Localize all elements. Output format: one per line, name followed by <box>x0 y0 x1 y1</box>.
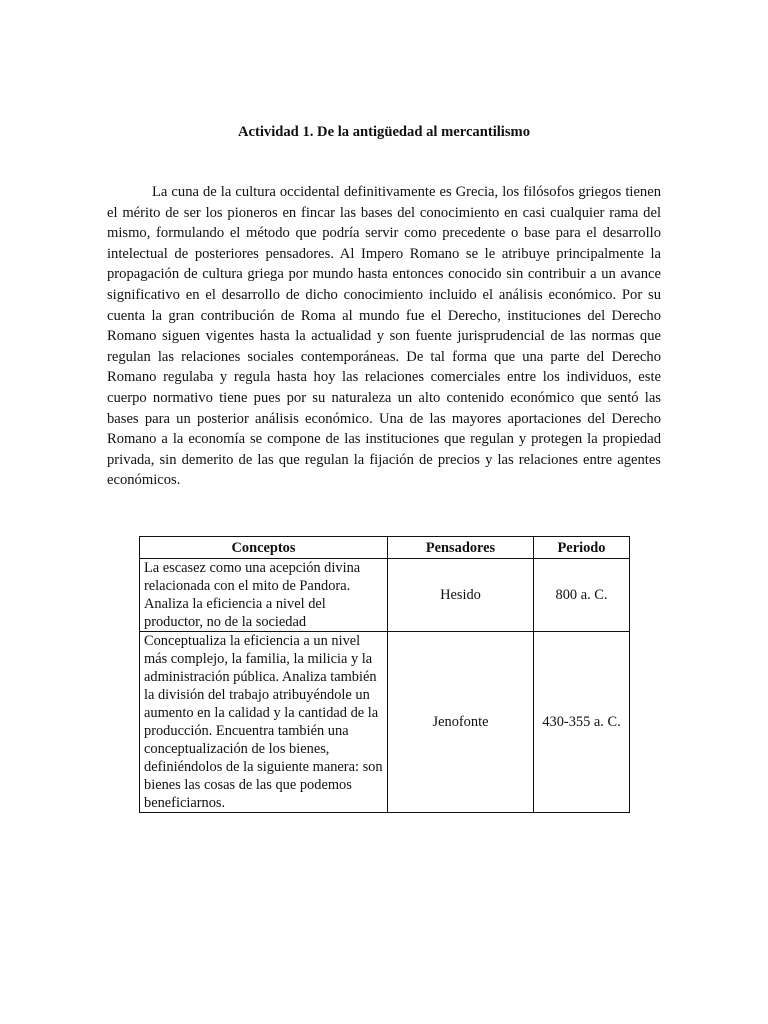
table-row <box>140 632 630 813</box>
header-pensadores: Pensadores <box>388 537 534 559</box>
table-row <box>140 559 630 632</box>
body-paragraph: La cuna de la cultura occidental definitivamente es Grecia, los filósofos griegos tienen el mérito de ser los pioneros en fincar las bases del conocimiento en casi cualquier rama del mismo, formulando el método que podría servir como precedente o base para el desarrollo intelectual de posteriores pensadores. Al Impero Romano se le atribuye principalmente la propagación de cultura griega por mundo hasta entonces conocido sin contribuir a un avance significativo en el desarrollo de dicho conocimiento incluido el análisis económico. Por su cuenta la gran contribución de Roma al mundo fue el Derecho, instituciones del Derecho Romano siguen vigentes hasta la actualidad y son fuente jurisprudencial de las normas que regulan las relaciones sociales contemporáneas. De tal forma que una parte del Derecho Romano regulaba y regula hasta hoy las relaciones comerciales entre los individuos, este cuerpo normativo tiene pues por su naturaleza un alto contenido económico que sentó las bases para un posterior análisis económico. Una de las mayores aportaciones del Derecho Romano a la economía se compone de las instituciones que regulan y protegen la propiedad privada, sin demerito de las que regulan la fijación de precios y las relaciones entre agentes económicos. <box>107 184 661 489</box>
cell-periodo: 800 a. C. <box>534 559 630 632</box>
cell-pensador: Jenofonte <box>388 632 534 813</box>
header-periodo: Periodo <box>534 537 630 559</box>
document-title: Actividad 1. De la antigüedad al mercantilismo <box>237 124 530 140</box>
header-conceptos: Conceptos <box>140 537 388 559</box>
concepts-table <box>139 536 630 813</box>
cell-concepto: La escasez como una acepción divina relacionada con el mito de Pandora. Analiza la eficiencia a nivel del productor, no de la sociedad <box>140 559 388 632</box>
table-header-row <box>140 537 630 559</box>
cell-pensador: Hesido <box>388 559 534 632</box>
cell-periodo: 430-355 a. C. <box>534 632 630 813</box>
cell-concepto: Conceptualiza la eficiencia a un nivel más complejo, la familia, la milicia y la administración pública. Analiza también la división del trabajo atribuyéndole un aumento en la calidad y la cantidad de la producción. Encuentra también una conceptualización de los bienes, definiéndolos de la siguiente manera: son bienes las cosas de las que podemos beneficiarnos. <box>140 632 388 813</box>
